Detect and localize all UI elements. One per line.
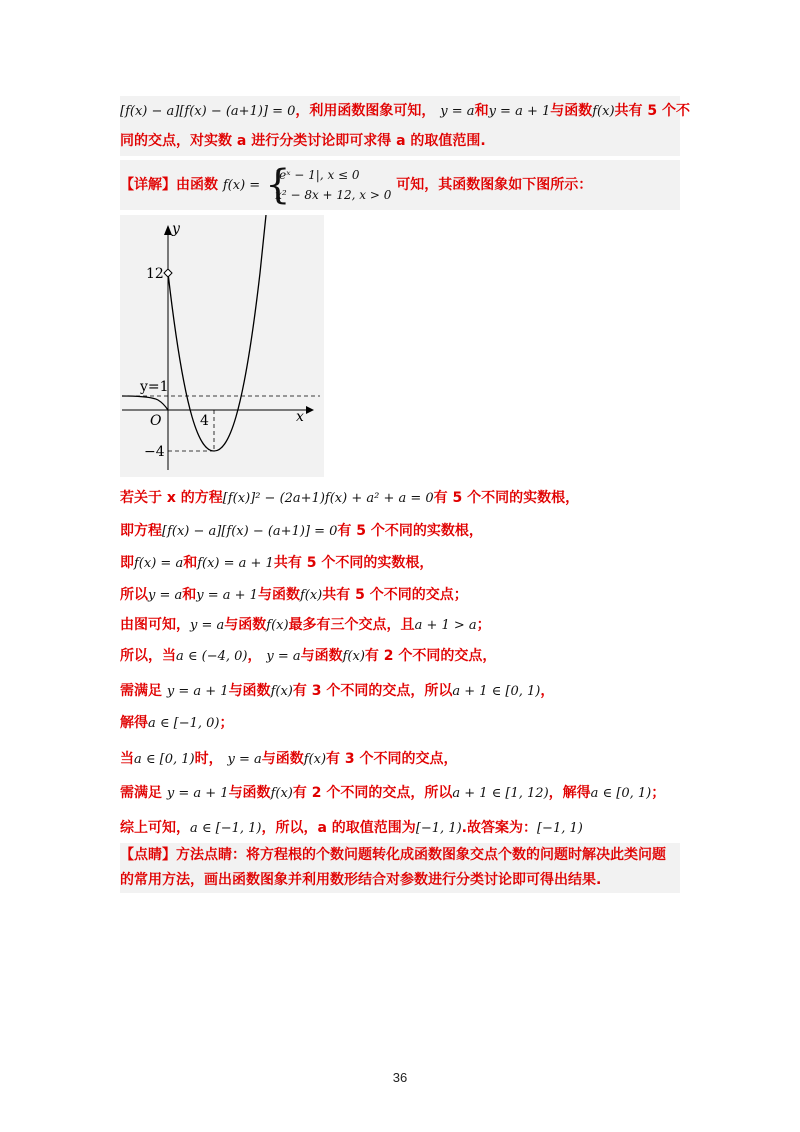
solution-line-11: 综上可知，a ∈ [−1, 1)，所以，a 的取值范围为[−1, 1).故答案为：[−1, 1) [120,820,583,836]
solution-line-2: 即方程[f(x) − a][f(x) − (a+1)] = 0有 5 个不同的实数根， [120,523,483,539]
solution-line-1: 若关于 x 的方程[f(x)]² − (2a+1)f(x) + a² + a = 0有 5 个不同的实数根， [120,490,580,506]
solution-line-3: 即f(x) = a和f(x) = a + 1共有 5 个不同的实数根， [120,555,434,571]
tick-label-12: 12 [146,266,164,282]
y-axis-label: y [172,221,180,237]
review-label: 【点睛】 [120,847,176,863]
review-line-1: 【点睛】方法点睛：将方程根的个数问题转化成函数图象交点个数的问题时解决此类问题 [120,847,666,863]
function-graph [120,215,324,477]
label-y-equals-1: y=1 [140,379,169,395]
page-number: 36 [392,1070,408,1085]
solution-line-10: 需满足 y = a + 1与函数f(x)有 2 个不同的交点，所以a + 1 ∈ [1, 12)，解得a ∈ [0, 1)； [120,785,666,801]
solution-line-5: 由图可知，y = a与函数f(x)最多有三个交点，且a + 1 > a； [120,617,491,633]
y-axis-arrow-icon [164,225,172,235]
solution-line-8: 解得a ∈ [−1, 0)； [120,715,234,731]
analysis-line-2: 同的交点，对实数 a 进行分类讨论即可求得 a 的取值范围. [120,133,486,149]
detail-label: 【详解】 [120,177,176,193]
factored-equation: [f(x) − a][f(x) − (a+1)] = 0 [120,104,296,119]
analysis-line-1: [f(x) − a][f(x) − (a+1)] = 0，利用函数图象可知， y = a和y = a + 1与函数f(x)共有 5 个不 [120,103,691,119]
tick-label-neg4: −4 [144,444,165,460]
solution-line-9: 当a ∈ [0, 1)时， y = a与函数f(x)有 3 个不同的交点， [120,751,458,767]
solution-line-7: 需满足 y = a + 1与函数f(x)有 3 个不同的交点，所以a + 1 ∈ [0, 1)， [120,683,555,699]
detail-line: 【详解】由函数 f(x) = { |eˣ − 1|, x ≤ 0 x² − 8x + 12, x > 0 可知，其函数图象如下图所示： [120,162,593,208]
x-axis-arrow-icon [306,406,314,414]
origin-label: O [150,413,162,429]
x-axis-label: x [296,409,304,425]
solution-line-4: 所以y = a和y = a + 1与函数f(x)共有 5 个不同的交点； [120,587,468,603]
parabola-curve [168,215,266,451]
left-branch-curve [122,396,168,410]
graph-svg [120,215,324,477]
brace-icon: { [265,162,291,208]
open-point-icon [164,269,172,277]
solution-line-6: 所以，当a ∈ (−4, 0)， y = a与函数f(x)有 2 个不同的交点， [120,648,497,664]
review-line-2: 的常用方法，画出函数图象并利用数形结合对参数进行分类讨论即可得出结果. [120,872,602,888]
tick-label-4: 4 [200,413,209,429]
piecewise-function: { |eˣ − 1|, x ≤ 0 x² − 8x + 12, x > 0 [265,162,392,208]
